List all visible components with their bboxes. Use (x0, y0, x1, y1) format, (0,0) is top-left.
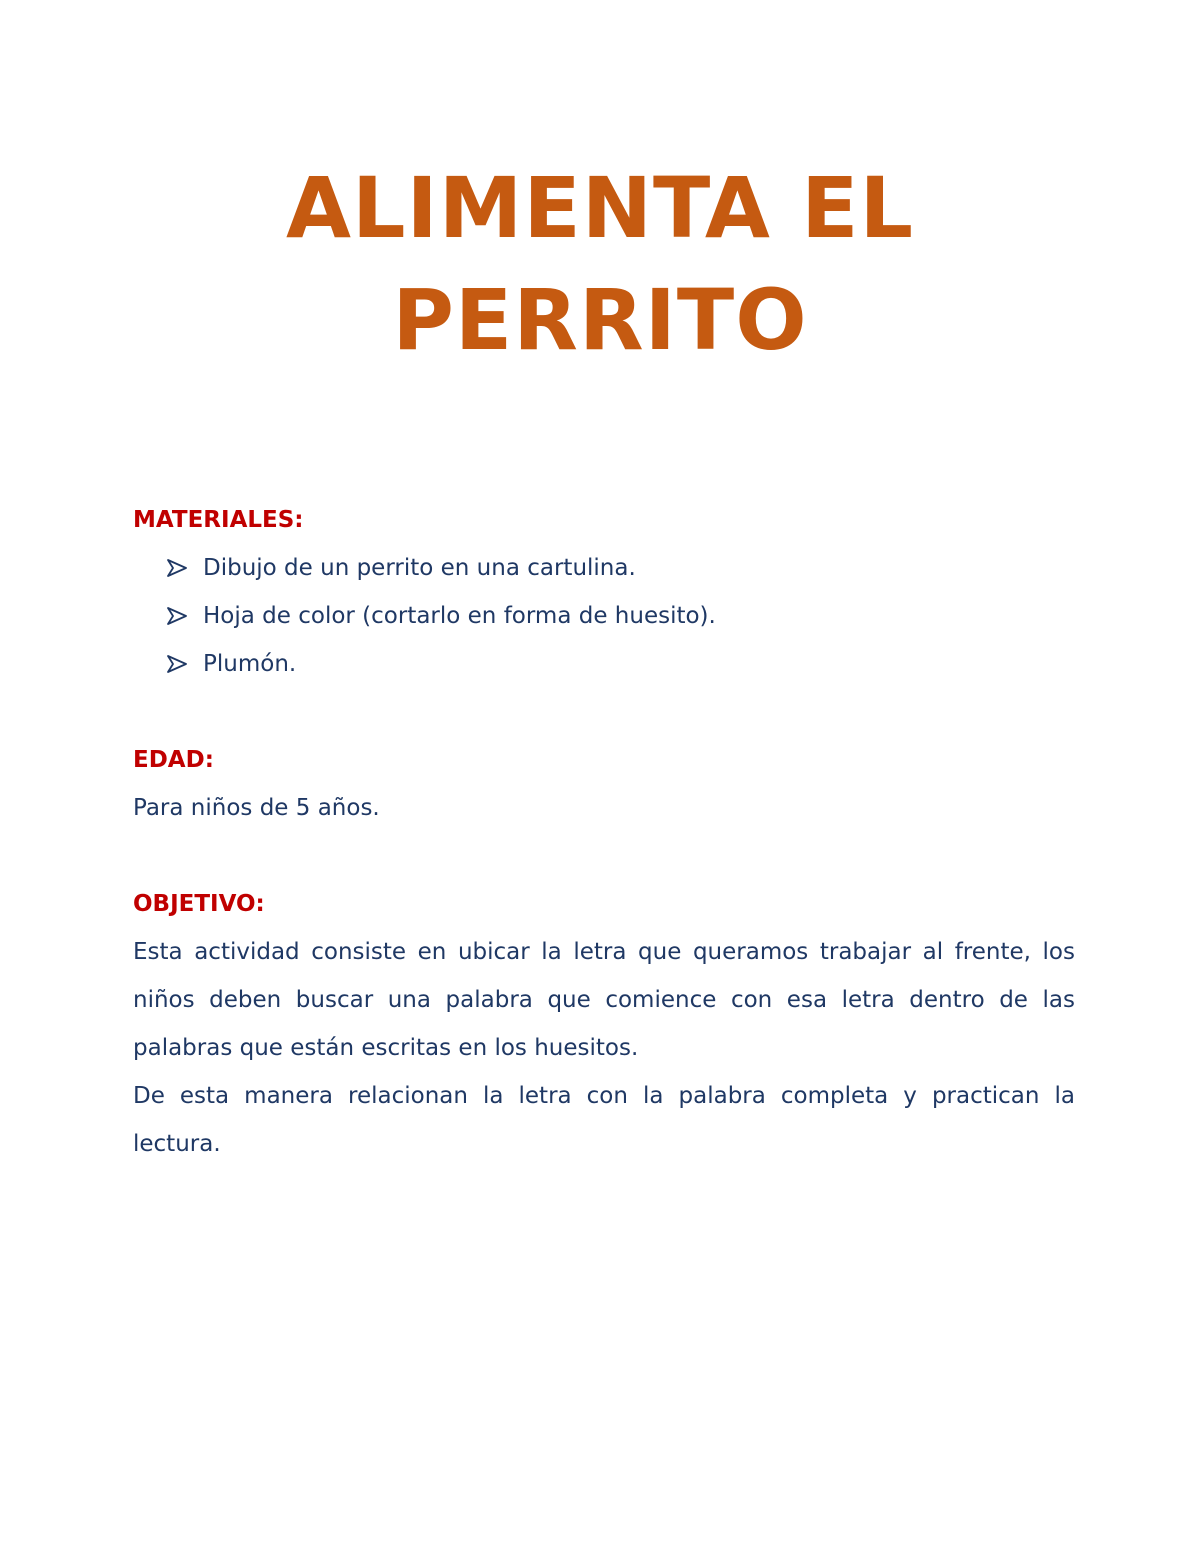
materiales-list (133, 544, 1075, 688)
objetivo-paragraph-2: De esta manera relacionan la letra con la palabra completa y practican la lectura. (133, 1083, 1075, 1157)
edad-heading: EDAD: (133, 747, 214, 773)
list-item-text: Dibujo de un perrito en una cartulina. (203, 555, 636, 581)
title-line-2: PERRITO (392, 271, 808, 369)
document-body (133, 496, 1075, 1168)
section-spacer (133, 832, 1075, 880)
document-title (0, 152, 1200, 376)
objetivo-paragraph-1: Esta actividad consiste en ubicar la letra que queramos trabajar al frente, los niños deben buscar una palabra que comience con esa letra dentro de las palabras que están escritas en los huesitos. (133, 939, 1075, 1061)
arrowhead-bullet-icon (167, 592, 203, 640)
list-item (133, 640, 1075, 688)
objetivo-heading: OBJETIVO: (133, 891, 265, 917)
list-item (133, 592, 1075, 640)
arrowhead-bullet-icon (167, 640, 203, 688)
section-spacer (133, 688, 1075, 736)
arrowhead-bullet-icon (167, 544, 203, 592)
list-item-text: Hoja de color (cortarlo en forma de huesito). (203, 603, 716, 629)
list-item-text: Plumón. (203, 651, 297, 677)
edad-text: Para niños de 5 años. (133, 795, 380, 821)
list-item (133, 544, 1075, 592)
materiales-heading: MATERIALES: (133, 507, 304, 533)
title-line-1: ALIMENTA EL (286, 159, 914, 257)
